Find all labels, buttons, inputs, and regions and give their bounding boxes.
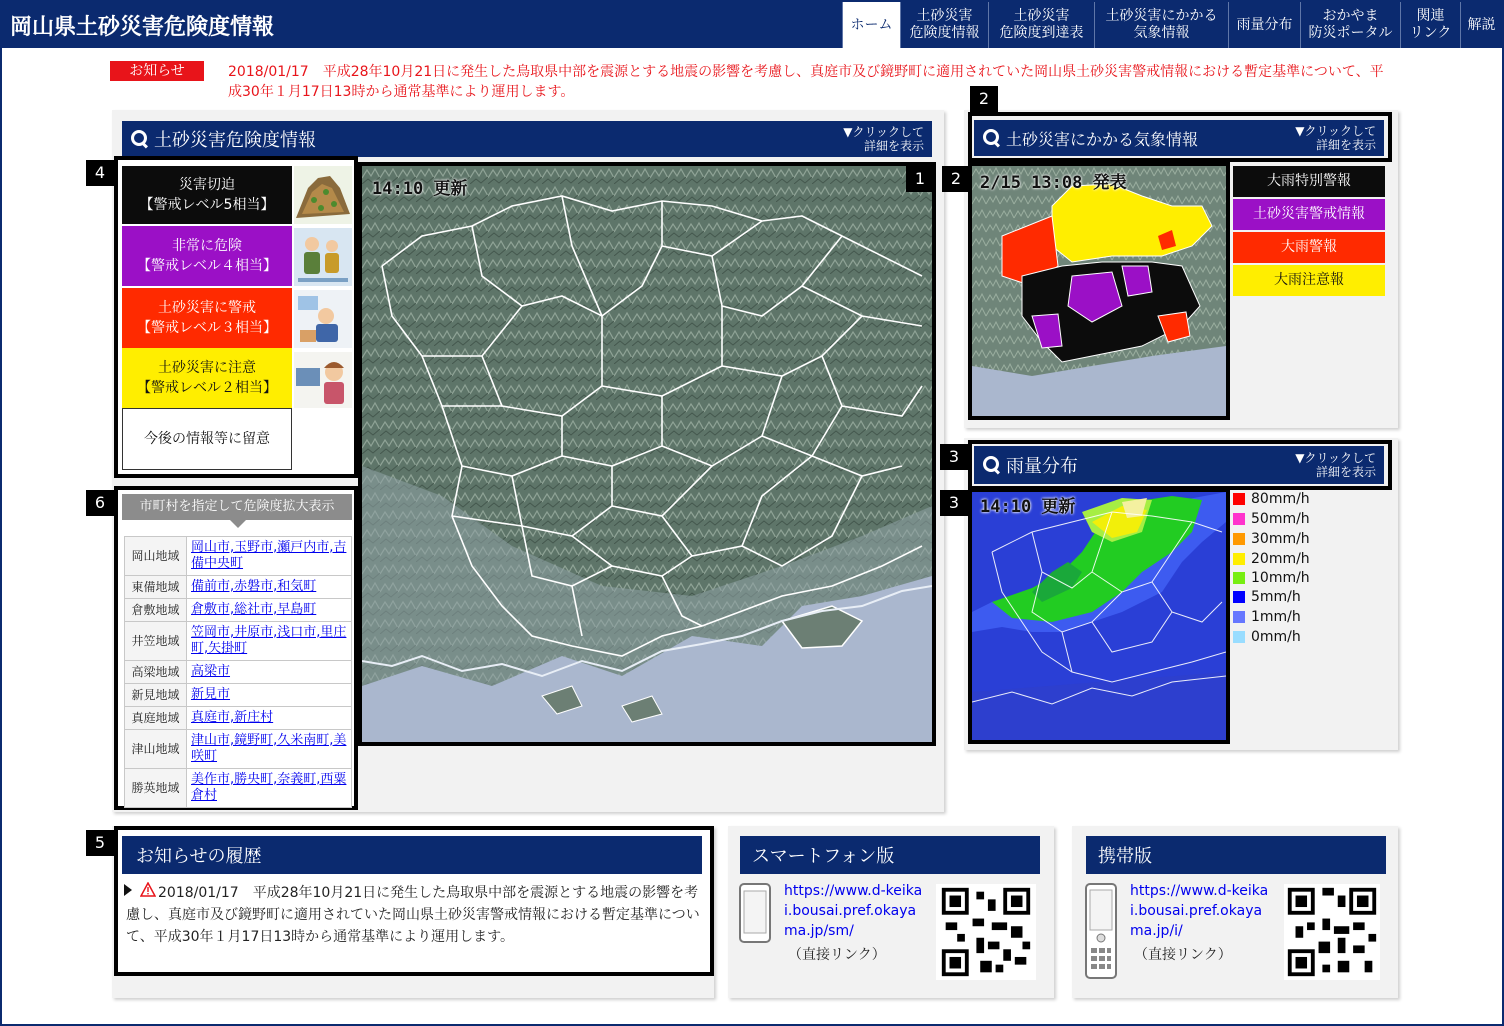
rain-legend-0 <box>1233 627 1301 647</box>
nav-rain-distribution[interactable]: 雨量分布 <box>1228 2 1300 48</box>
landslide-illustration-icon <box>294 166 352 224</box>
weather-legend-heavy-rain-advisory: 大雨注意報 <box>1233 265 1385 296</box>
rain-panel-title: 雨量分布 <box>1006 456 1078 477</box>
mobile-phone-icon <box>1084 882 1118 980</box>
caution-illustration-icon <box>294 352 352 408</box>
municipality-links[interactable]: 笠岡市,井原市,浅口市,里庄町,矢掛町 <box>187 622 352 661</box>
marker-3: 3 <box>940 490 968 516</box>
rain-detail-link[interactable]: ▼クリックして 詳細を表示 <box>1295 451 1376 479</box>
smartphone-url-link[interactable]: https://www.d-keikai.bousai.pref.okayama.jp/sm/ <box>784 883 923 939</box>
municipality-links[interactable]: 倉敷市,総社市,早島町 <box>187 599 352 622</box>
region-name: 井笠地域 <box>125 622 187 661</box>
danger-detail-link[interactable]: ▼クリックして 詳細を表示 <box>843 125 924 153</box>
rain-legend-label: 50mm/h <box>1251 511 1310 527</box>
weather-panel-title: 土砂災害にかかる気象情報 <box>1006 129 1199 149</box>
weather-map-frame[interactable] <box>968 162 1230 420</box>
region-name: 勝英地域 <box>125 769 187 808</box>
rain-legend-label: 10mm/h <box>1251 570 1310 586</box>
mobile-panel-title: 携帯版 <box>1098 846 1152 867</box>
legend-level5: 災害切迫 【警戒レベル5相当】 <box>122 166 292 224</box>
rain-map-timestamp: 14:10 更新 <box>980 497 1076 517</box>
table-row <box>125 576 352 599</box>
legend-level4: 非常に危険 【警戒レベル４相当】 <box>122 226 292 286</box>
region-name: 岡山地域 <box>125 537 187 576</box>
notice-text: 2018/01/17 平成28年10月21日に発生した鳥取県中部を震源とする地震の影響を考慮し、真庭市及び鏡野町に適用されていた岡山県土砂災害警戒情報における暫定基準について、平成30年１月17日13時から通常基準により運用します。 <box>228 64 1384 100</box>
marker-2: 2 <box>942 166 970 192</box>
mobile-direct-link[interactable]: （直接リンク） <box>1134 947 1232 963</box>
municipality-links[interactable]: 新見市 <box>187 684 352 707</box>
marker-1: 1 <box>906 166 934 192</box>
danger-panel-header[interactable] <box>122 121 932 157</box>
rain-legend-20 <box>1233 549 1310 569</box>
danger-panel-title: 土砂災害危険度情報 <box>154 130 316 151</box>
weather-legend-special-warning: 大雨特別警報 <box>1233 166 1385 197</box>
rain-swatch <box>1233 631 1245 643</box>
history-entry: 2018/01/17 平成28年10月21日に発生した鳥取県中部を震源とする地震の影響を考慮し、真庭市及び鏡野町に適用されていた岡山県土砂災害警戒情報における暫定基準について、平成30年１月17日13時から通常基準により運用します。 <box>126 885 700 945</box>
municipality-heading-arrow-icon <box>230 520 246 528</box>
rain-legend-label: 1mm/h <box>1251 609 1301 625</box>
municipality-links[interactable]: 美作市,勝央町,奈義町,西粟倉村 <box>187 769 352 808</box>
table-row <box>125 661 352 684</box>
rain-swatch <box>1233 591 1245 603</box>
municipality-table <box>124 536 352 808</box>
nav-arrival-table[interactable]: 土砂災害 危険度到達表 <box>988 2 1094 48</box>
search-icon <box>982 455 1002 475</box>
danger-map-frame[interactable] <box>358 162 936 746</box>
rain-legend-label: 0mm/h <box>1251 629 1301 645</box>
region-name: 東備地域 <box>125 576 187 599</box>
rain-legend-label: 30mm/h <box>1251 531 1310 547</box>
weather-detail-link[interactable]: ▼クリックして 詳細を表示 <box>1295 124 1376 152</box>
danger-map[interactable] <box>362 166 932 742</box>
marker-4: 4 <box>86 160 114 186</box>
rain-swatch <box>1233 493 1245 505</box>
nav-related-links[interactable]: 関連 リンク <box>1400 2 1460 48</box>
marker-5: 5 <box>86 830 114 856</box>
rain-legend-50 <box>1233 509 1310 529</box>
mobile-qr-code <box>1284 884 1380 980</box>
table-row <box>125 599 352 622</box>
rain-map[interactable] <box>972 492 1226 740</box>
weather-legend-landslide-alert: 土砂災害警戒情報 <box>1233 199 1385 230</box>
legend-level3: 土砂災害に警戒 【警戒レベル３相当】 <box>122 288 292 348</box>
rain-legend-5 <box>1233 587 1301 607</box>
municipality-links[interactable]: 高梁市 <box>187 661 352 684</box>
marker-3-top: 3 <box>940 444 968 470</box>
marker-2-top: 2 <box>970 86 998 112</box>
nav-weather-info[interactable]: 土砂災害にかかる 気象情報 <box>1094 2 1228 48</box>
mobile-panel-header <box>1086 836 1386 874</box>
municipality-links[interactable]: 岡山市,玉野市,瀬戸内市,吉備中央町 <box>187 537 352 576</box>
smartphone-direct-link[interactable]: （直接リンク） <box>788 947 886 963</box>
table-row <box>125 537 352 576</box>
table-row <box>125 769 352 808</box>
rain-legend-30 <box>1233 529 1310 549</box>
smartphone-qr-code <box>936 884 1036 980</box>
rain-map-frame[interactable] <box>968 488 1230 744</box>
rain-swatch <box>1233 572 1245 584</box>
rain-swatch <box>1233 553 1245 565</box>
table-row <box>125 684 352 707</box>
municipality-links[interactable]: 真庭市,新庄村 <box>187 707 352 730</box>
municipality-heading: 市町村を指定して危険度拡大表示 <box>122 494 352 520</box>
region-name: 津山地域 <box>125 730 187 769</box>
rain-swatch <box>1233 533 1245 545</box>
site-title[interactable]: 岡山県土砂災害危険度情報 <box>10 15 275 40</box>
danger-map-timestamp: 14:10 更新 <box>372 179 468 199</box>
main-nav <box>842 2 1502 48</box>
table-row <box>125 707 352 730</box>
legend-level-notice: 今後の情報等に留意 <box>122 408 292 470</box>
weather-map-timestamp: 2/15 13:08 発表 <box>980 173 1127 193</box>
nav-explanation[interactable]: 解説 <box>1460 2 1502 48</box>
region-name: 真庭地域 <box>125 707 187 730</box>
search-icon <box>130 129 150 149</box>
weather-panel-header[interactable] <box>974 120 1384 156</box>
rain-swatch <box>1233 513 1245 525</box>
marker-6: 6 <box>86 490 114 516</box>
evacuation-illustration-icon <box>294 228 352 286</box>
region-name: 新見地域 <box>125 684 187 707</box>
legend-level2: 土砂災害に注意 【警戒レベル２相当】 <box>122 348 292 408</box>
smartphone-icon <box>738 882 772 944</box>
municipality-links[interactable]: 津山市,鏡野町,久米南町,美咲町 <box>187 730 352 769</box>
notice-badge: お知らせ <box>110 61 204 81</box>
smartphone-panel-title: スマートフォン版 <box>752 846 895 867</box>
rain-legend-10 <box>1233 568 1310 588</box>
region-name: 高梁地域 <box>125 661 187 684</box>
smartphone-panel-header <box>740 836 1040 874</box>
rain-legend-1 <box>1233 607 1301 627</box>
table-row <box>125 622 352 661</box>
rain-legend-label: 5mm/h <box>1251 589 1301 605</box>
municipality-links[interactable]: 備前市,赤磐市,和気町 <box>187 576 352 599</box>
search-icon <box>982 128 1002 148</box>
rain-legend-label: 80mm/h <box>1251 491 1310 507</box>
weather-legend-heavy-rain-warning: 大雨警報 <box>1233 232 1385 263</box>
history-panel-title: お知らせの履歴 <box>136 846 262 867</box>
history-panel-header <box>122 836 702 874</box>
alert-illustration-icon <box>294 290 352 348</box>
mobile-url-link[interactable]: https://www.d-keikai.bousai.pref.okayama.jp/i/ <box>1130 883 1269 939</box>
nav-bousai-portal[interactable]: おかやま 防災ポータル <box>1300 2 1400 48</box>
region-name: 倉敷地域 <box>125 599 187 622</box>
weather-map[interactable] <box>972 166 1226 416</box>
rain-swatch <box>1233 611 1245 623</box>
rain-legend-80 <box>1233 489 1310 509</box>
table-row <box>125 730 352 769</box>
nav-home[interactable]: ホーム <box>842 2 900 48</box>
rain-legend-label: 20mm/h <box>1251 551 1310 567</box>
rain-panel-header[interactable] <box>974 446 1384 484</box>
nav-danger-info[interactable]: 土砂災害 危険度情報 <box>900 2 988 48</box>
